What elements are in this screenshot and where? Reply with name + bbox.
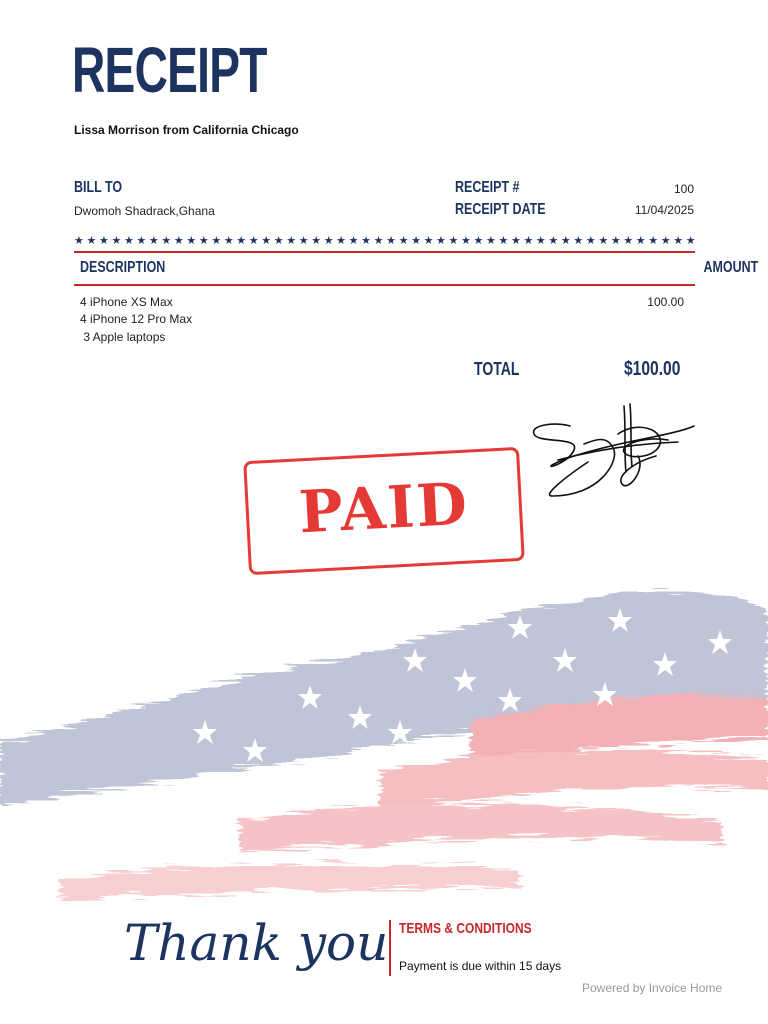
star-icon: ★ [111,235,122,247]
bill-to-label: BILL TO [74,179,123,196]
star-icon: ★ [248,235,259,247]
star-icon: ★ [123,235,134,247]
star-icon: ★ [560,235,571,247]
star-icon: ★ [298,235,309,247]
line-item: 3 Apple laptops [80,330,166,344]
paid-stamp-text: PAID [297,469,471,547]
paid-stamp [243,447,525,575]
star-icon: ★ [523,235,534,247]
star-icon: ★ [74,235,84,247]
terms-title: TERMS & CONDITIONS [399,920,532,937]
star-icon: ★ [436,235,446,247]
header-rule [74,284,695,286]
star-icon: ★ [535,235,546,247]
line-amount: 100.00 [647,295,684,309]
star-icon: ★ [186,235,197,247]
star-icon: ★ [423,235,434,247]
star-icon: ★ [286,235,297,247]
receipt-number-value: 100 [673,182,694,196]
signature [528,400,698,500]
star-icon: ★ [648,235,659,247]
star-icon: ★ [323,235,334,247]
star-icon: ★ [548,235,559,247]
star-icon: ★ [585,235,596,247]
receipt-number-label: RECEIPT # [455,179,520,196]
star-icon: ★ [498,235,509,247]
total-value: $100.00 [624,358,681,380]
star-icon: ★ [411,235,421,247]
star-icon: ★ [685,235,696,247]
star-icon: ★ [461,235,471,247]
star-icon: ★ [485,235,496,247]
line-item: 4 iPhone 12 Pro Max [80,312,193,326]
star-icon: ★ [273,235,284,247]
footer-divider [389,920,391,976]
receipt-date-value: 11/04/2025 [634,203,694,217]
receipt-title: RECEIPT [72,34,267,106]
star-icon: ★ [635,235,646,247]
star-icon: ★ [373,235,384,247]
star-icon: ★ [660,235,671,247]
thank-you-text: Thank you [124,914,389,972]
star-icon: ★ [573,235,584,247]
star-icon: ★ [610,235,621,247]
star-icon: ★ [223,235,234,247]
star-icon: ★ [348,235,359,247]
top-rule [74,251,695,253]
star-icon: ★ [623,235,634,247]
star-icon: ★ [673,235,684,247]
star-icon: ★ [473,235,484,247]
amount-header: AMOUNT [703,259,758,276]
star-icon: ★ [398,235,409,247]
star-icon: ★ [386,235,396,247]
receipt-date-label: RECEIPT DATE [455,201,546,218]
flag-brush-graphic [0,570,768,940]
star-icon: ★ [161,235,172,247]
star-icon: ★ [173,235,184,247]
from-line: Lissa Morrison from California Chicago [74,123,299,137]
terms-text: Payment is due within 15 days [399,959,562,973]
line-item: 4 iPhone XS Max [80,295,173,309]
star-icon: ★ [211,235,222,247]
star-icon: ★ [361,235,372,247]
star-icon: ★ [148,235,159,247]
star-icon: ★ [336,235,347,247]
star-icon: ★ [86,235,97,247]
star-icon: ★ [198,235,209,247]
star-icon: ★ [98,235,109,247]
star-icon: ★ [311,235,322,247]
description-header: DESCRIPTION [80,259,166,276]
star-icon: ★ [598,235,609,247]
star-icon: ★ [510,235,521,247]
star-icon: ★ [448,235,459,247]
bill-to-value: Dwomoh Shadrack,Ghana [74,204,215,218]
star-icon: ★ [261,235,272,247]
star-icon: ★ [236,235,247,247]
total-label: TOTAL [474,359,520,379]
powered-by-link[interactable]: Powered by Invoice Home [582,981,723,995]
star-row [74,234,696,248]
star-icon: ★ [136,235,147,247]
